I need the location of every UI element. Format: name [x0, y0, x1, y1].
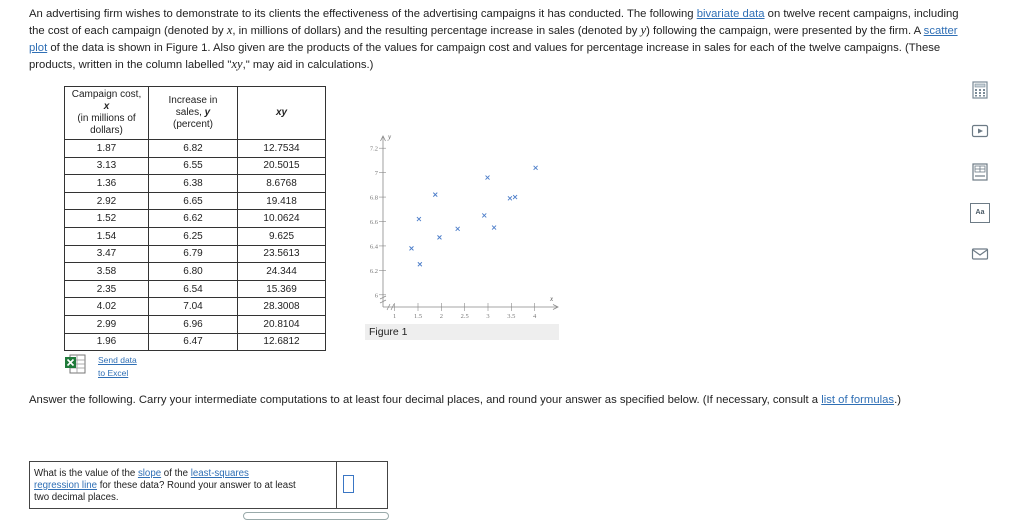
intro-text: ) following the campaign, were presented by the firm. A [646, 25, 924, 38]
intro-text: An advertising firm wishes to demonstrate to its clients the effectiveness of the advertising campaigns it has conducted. The following [29, 8, 697, 20]
y-tick-label: 6.2 [369, 267, 378, 275]
cell-campaign-cost: 3.13 [65, 157, 149, 175]
cell-xy: 23.5613 [238, 245, 326, 263]
cell-sales-increase: 6.80 [149, 263, 238, 281]
slope-link[interactable]: slope [137, 468, 162, 479]
cell-sales-increase: 6.38 [149, 175, 238, 193]
cell-sales-increase: 6.65 [149, 192, 238, 210]
header-increase-in-sales: Increase in sales, y (percent) [149, 87, 238, 140]
data-point [456, 227, 460, 231]
cell-sales-increase: 6.82 [149, 140, 238, 158]
x-tick-label: 3 [486, 313, 490, 320]
variable-xy: xy [231, 57, 243, 72]
x-tick-label: 1.5 [413, 313, 423, 320]
question-box [29, 461, 388, 509]
bottom-panel-tab[interactable] [243, 512, 389, 520]
cell-campaign-cost: 1.52 [65, 210, 149, 228]
y-tick-label: 6.4 [369, 243, 378, 251]
cell-xy: 19.418 [238, 192, 326, 210]
table-row [65, 227, 326, 245]
cell-sales-increase: 6.25 [149, 227, 238, 245]
calculator-icon[interactable] [970, 80, 990, 100]
cell-xy: 10.0624 [238, 210, 326, 228]
cell-campaign-cost: 1.54 [65, 227, 149, 245]
least-squares-link[interactable]: least-squares [190, 468, 249, 479]
cell-xy: 12.6812 [238, 333, 326, 351]
cell-xy: 20.8104 [238, 315, 326, 333]
table-icon[interactable] [970, 162, 990, 182]
scatter-plot [360, 126, 570, 322]
cell-xy: 15.369 [238, 280, 326, 298]
cell-sales-increase: 6.62 [149, 210, 238, 228]
table-row [65, 298, 326, 316]
table-row [65, 333, 326, 351]
scatter-plot-link[interactable]: scatter plot [29, 25, 958, 54]
instructions: Answer the following. Carry your intermediate computations to at least four decimal places, and round your answer as specified below. (If necessary, consult a list of formulas.) [29, 394, 901, 406]
cell-xy: 8.6768 [238, 175, 326, 193]
y-tick-label: 7 [374, 170, 378, 178]
table-row [65, 175, 326, 193]
cell-campaign-cost: 2.92 [65, 192, 149, 210]
table-row [65, 192, 326, 210]
cell-campaign-cost: 2.35 [65, 280, 149, 298]
play-icon[interactable] [970, 121, 990, 141]
data-point [418, 262, 422, 266]
cell-campaign-cost: 1.87 [65, 140, 149, 158]
excel-icon[interactable] [64, 354, 86, 374]
bivariate-data-link[interactable]: bivariate data [696, 8, 765, 20]
list-of-formulas-link[interactable]: list of formulas [821, 394, 895, 406]
cell-campaign-cost: 3.47 [65, 245, 149, 263]
table-row [65, 245, 326, 263]
data-point [508, 196, 512, 200]
cell-sales-increase: 6.79 [149, 245, 238, 263]
table-row [65, 157, 326, 175]
data-point [492, 226, 496, 230]
cell-campaign-cost: 2.99 [65, 315, 149, 333]
y-tick-label: 7.2 [369, 145, 378, 153]
cell-xy: 24.344 [238, 263, 326, 281]
data-point [437, 235, 441, 239]
slope-answer-input[interactable] [343, 475, 354, 493]
data-point [486, 176, 490, 180]
x-tick-label: 2 [439, 313, 443, 320]
x-tick-label: 2.5 [460, 313, 469, 320]
cell-sales-increase: 7.04 [149, 298, 238, 316]
cell-sales-increase: 6.55 [149, 157, 238, 175]
cell-xy: 9.625 [238, 227, 326, 245]
cell-sales-increase: 6.47 [149, 333, 238, 351]
data-point [513, 195, 517, 199]
table-row [65, 315, 326, 333]
data-table [64, 86, 326, 351]
figure-label: Figure 1 [365, 324, 559, 340]
question-text: What is the value of the slope of the least-squares regression line for these data? Round your answer to at least two decimal places. [34, 468, 296, 503]
y-axis-label: y [388, 133, 392, 141]
problem-statement [29, 6, 959, 74]
header-campaign-cost: Campaign cost, x (in millions of dollars) [65, 87, 149, 140]
excel-link-text[interactable]: Send data to Excel [98, 355, 137, 378]
cell-xy: 20.5015 [238, 157, 326, 175]
cell-sales-increase: 6.96 [149, 315, 238, 333]
intro-text: on twelve recent campaigns, including the cost of each campaign (denoted by [29, 8, 959, 38]
x-tick-label: 1 [393, 313, 397, 320]
cell-campaign-cost: 4.02 [65, 298, 149, 316]
data-point [534, 166, 538, 170]
header-xy: xy [238, 87, 326, 140]
table-row [65, 280, 326, 298]
table-header-row [65, 87, 326, 140]
table-row [65, 210, 326, 228]
table-row [65, 263, 326, 281]
table-row [65, 140, 326, 158]
data-point [433, 193, 437, 197]
text-icon[interactable]: Aa [970, 203, 990, 223]
y-tick-label: 6 [374, 292, 378, 300]
cell-campaign-cost: 1.36 [65, 175, 149, 193]
data-point [417, 217, 421, 221]
mail-icon[interactable] [970, 244, 990, 264]
variable-x: x [226, 23, 233, 38]
variable-y: y [640, 23, 647, 38]
intro-text: , in millions of dollars) and the resulting percentage increase in sales (denoted by [232, 25, 641, 38]
cell-sales-increase: 6.54 [149, 280, 238, 298]
intro-text: ," may aid in calculations.) [242, 59, 374, 72]
y-tick-label: 6.6 [369, 219, 378, 226]
divider [336, 462, 337, 508]
regression-line-link[interactable]: regression line [34, 480, 98, 491]
cell-campaign-cost: 1.96 [65, 333, 149, 351]
y-tick-label: 6.8 [369, 194, 378, 202]
data-point [409, 246, 413, 250]
cell-xy: 12.7534 [238, 140, 326, 158]
x-tick-label: 4 [533, 313, 537, 320]
data-point [482, 213, 486, 217]
cell-campaign-cost: 3.58 [65, 263, 149, 281]
x-axis-label: x [550, 295, 554, 303]
x-tick-label: 3.5 [507, 313, 516, 320]
cell-xy: 28.3008 [238, 298, 326, 316]
intro-text: of the data is shown in Figure 1. Also given are the products of the values for campaign cost and values for percentage increase in sales for each of the twelve campaigns. (These products, written in the column labelled " [29, 41, 941, 72]
